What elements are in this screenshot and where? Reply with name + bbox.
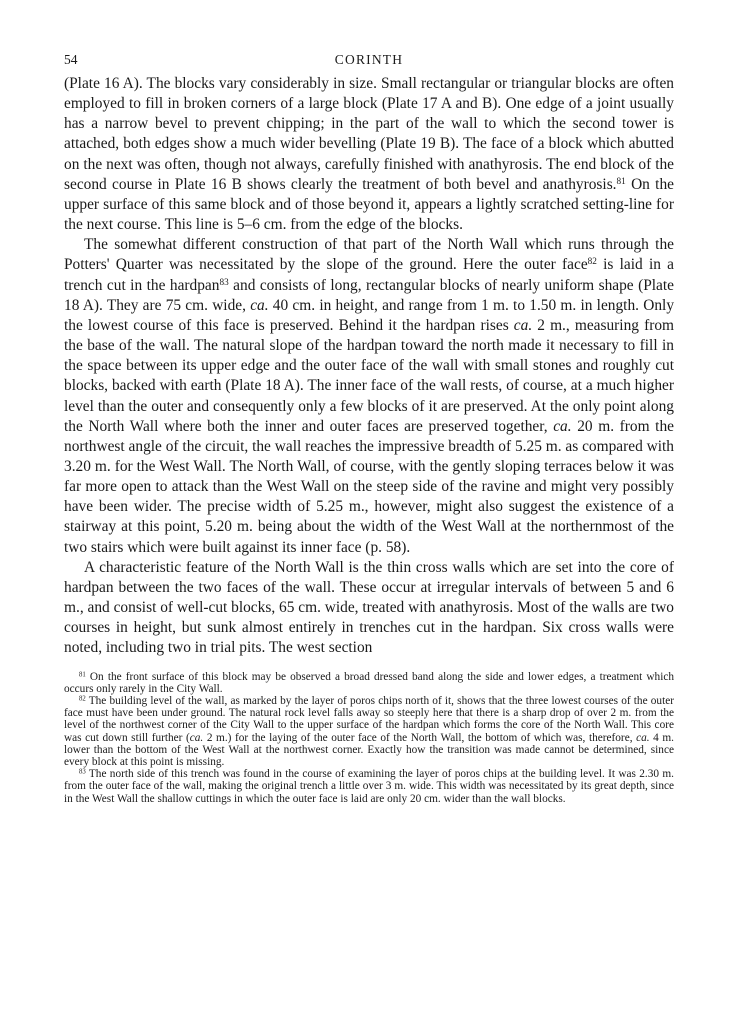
text-run: and consists of long, rectangular blocks of nearly uniform shape (Plate 18 A). They are 75 cm. wide, <box>64 276 674 314</box>
footnote-81 <box>64 671 674 695</box>
footnote-marker: 83 <box>219 276 229 287</box>
paragraph-3 <box>64 558 674 659</box>
footnote-marker: 82 <box>79 695 86 703</box>
text-run: 40 cm. in height, and range from 1 m. to 1.50 m. in length. Only the lowest course of this face is preserved. Behind it the hardpan rises <box>64 296 675 334</box>
text-run: The somewhat different construction of that part of the North Wall which runs through the Potters' Quarter was necessitated by the slope of the ground. Here the outer face <box>64 236 674 274</box>
main-text <box>64 74 674 659</box>
italic-text: ca. <box>250 296 269 314</box>
italic-text: ca. <box>189 731 204 744</box>
footnote-marker: 83 <box>79 768 86 776</box>
footnote-83 <box>64 768 674 805</box>
book-page <box>64 52 674 805</box>
paragraph-2 <box>64 235 674 558</box>
italic-text: ca. <box>636 731 650 744</box>
text-run: is laid in a trench cut in the hardpan <box>64 256 675 294</box>
text-run: A characteristic feature of the North Wall is the thin cross walls which are set into the core of hardpan between the two faces of the wall. These occur at irregular intervals of between 5 and 6 m., and consist of well-cut blocks, 65 cm. wide, treated with anathyrosis. Most of the walls are two courses in height, but sunk almost entirely in trenches cut in the hardpan. Six cross walls were noted, including two in trial pits. The west section <box>64 558 674 657</box>
footnote-marker: 82 <box>587 256 597 267</box>
text-run: 4 m. lower than the bottom of the West Wall at the northwest corner. Exactly how the transition was made cannot be determined, since every block at this point is missing. <box>64 731 674 768</box>
footnote-marker: 81 <box>616 175 626 186</box>
footnotes <box>64 671 674 805</box>
footnote-82 <box>64 695 674 768</box>
text-run: 2 m., measuring from the base of the wall. The natural slope of the hardpan toward the north made it necessary to fill in the space between its upper edge and the outer face of the wall with small stones and roughly cut blocks, backed with earth (Plate 18 A). The inner face of the wall rests, of course, at a much higher level than the outer and consequently only a few blocks of it are preserved. At the only point along the North Wall where both the inner and outer faces are preserved together, <box>64 316 675 435</box>
text-run: 20 m. from the northwest angle of the circuit, the wall reaches the impressive breadth of 5.25 m. as compared with 3.20 m. for the West Wall. The North Wall, of course, with the gently sloping terraces below it was far more open to attack than the West Wall on the steep side of the ravine and might very possibly have been wider. The precise width of 5.25 m., however, might also suggest the existence of a stairway at this point, 5.20 m. being about the width of the West Wall at the northernmost of the two stairs which were built against its inner face (p. 58). <box>64 417 674 556</box>
text-run: On the front surface of this block may be observed a broad dressed band along the side and lower edges, a treatment which occurs only rarely in the City Wall. <box>64 670 674 695</box>
running-header <box>64 52 674 74</box>
footnote-marker: 81 <box>79 670 86 678</box>
italic-text: ca. <box>553 417 572 435</box>
italic-text: ca. <box>513 316 533 334</box>
page-number: 54 <box>64 52 78 67</box>
text-run: 2 m.) for the laying of the outer face of the North Wall, the bottom of which was, therefore, <box>203 731 637 744</box>
text-run: The building level of the wall, as marked by the layer of poros chips north of it, shows that the three lowest courses of the outer face must have been under ground. The natural rock level falls away so steeply here that there is a sharp drop of over 2 m. from the level of the northwest corner of the City Wall to the upper surface of the hardpan which forms the core of the North Wall. This core was cut down still further ( <box>64 694 674 744</box>
text-run: On the upper surface of this same block and of those beyond it, appears a lightly scratched setting-line for the next course. This line is 5–6 cm. from the edge of the blocks. <box>64 175 674 234</box>
text-run: The north side of this trench was found in the course of examining the layer of poros chips at the building level. It was 2.30 m. from the outer face of the wall, making the original trench a little over 3 m. wide. This width was necessitated by its great depth, since in the West Wall the shallow cuttings in which the outer face is laid are only 20 cm. wider than the wall blocks. <box>64 768 674 805</box>
running-title: CORINTH <box>334 52 404 67</box>
paragraph-1 <box>64 74 674 235</box>
text-run: (Plate 16 A). The blocks vary considerably in size. Small rectangular or triangular blocks are often employed to fill in broken corners of a large block (Plate 17 A and B). One edge of a joint usually has a narrow bevel to prevent chipping; in the part of the wall to which the second tower is attached, both edges show a much wider bevelling (Plate 19 B). The face of a block which abutted on the next was often, though not always, carefully finished with anathyrosis. The end block of the second course in Plate 16 B shows clearly the treatment of both bevel and anathyrosis. <box>64 75 674 193</box>
